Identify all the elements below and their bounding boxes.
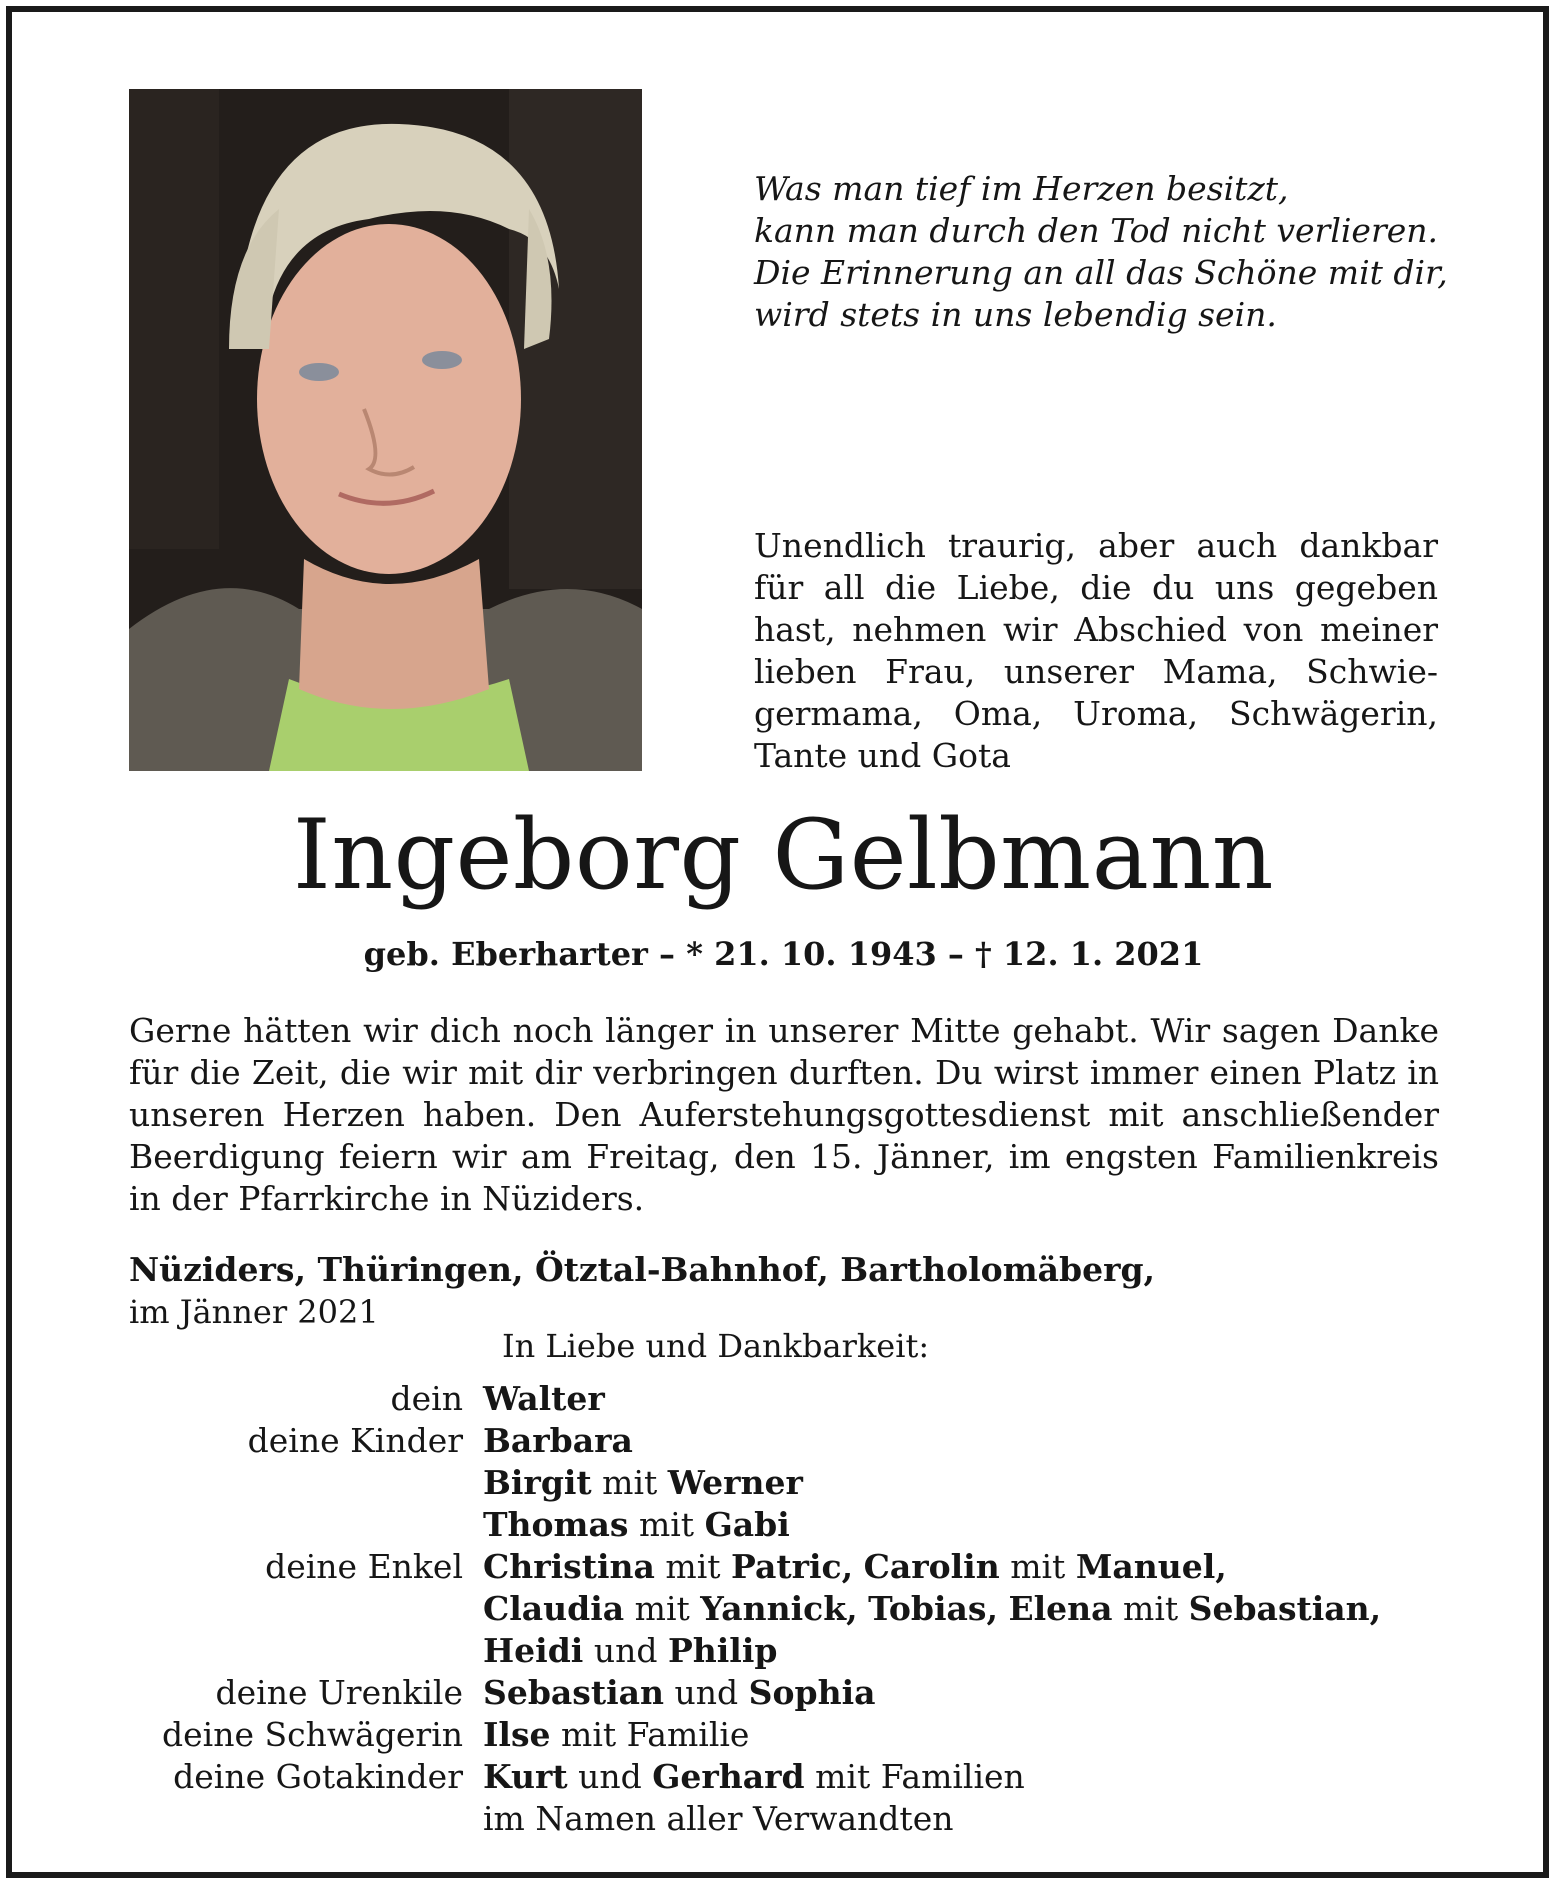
family-name: Tobias, <box>868 1589 998 1628</box>
family-name: Patric, <box>731 1547 854 1586</box>
family-name: Sophia <box>748 1673 876 1712</box>
family-name: Philip <box>667 1631 778 1670</box>
connector: mit <box>602 1463 658 1502</box>
connector: mit <box>1010 1547 1066 1586</box>
message-line: Gerne hätten wir dich noch länger in unserer Mitte gehabt. Wir sagen Danke <box>129 1011 1439 1050</box>
message-line: Beerdigung feiern wir am Freitag, den 15. Jänner, im engsten Familienkreis <box>129 1137 1439 1176</box>
portrait-photo <box>129 89 642 771</box>
family-row <box>120 1588 1381 1630</box>
connector: und <box>593 1631 658 1670</box>
intro-text <box>754 525 1438 777</box>
connector: mit <box>1123 1589 1179 1628</box>
family-name: Claudia <box>483 1589 625 1628</box>
intro-line: hast, nehmen wir Abschied von meiner <box>754 610 1438 649</box>
family-row <box>120 1630 1381 1672</box>
deceased-dates: geb. Eberharter – * 21. 10. 1943 – † 12. 1. 2021 <box>363 935 1204 973</box>
place-line: Nüziders, Thüringen, Ötztal-Bahnhof, Bartholomäberg, <box>129 1250 1156 1289</box>
connector: mit Familien <box>815 1757 1025 1796</box>
family-name: Sebastian, <box>1188 1589 1382 1628</box>
family-row <box>120 1546 1381 1588</box>
family-name: Walter <box>483 1379 605 1418</box>
connector: mit Familie <box>561 1715 750 1754</box>
poem-line: kann man durch den Tod nicht verlieren. <box>754 211 1439 250</box>
family-row <box>120 1462 1381 1504</box>
connector: mit <box>638 1505 695 1544</box>
family-row <box>120 1672 1381 1714</box>
family-name: Thomas <box>483 1505 629 1544</box>
poem <box>754 168 1454 336</box>
date-line: im Jänner 2021 <box>129 1293 379 1331</box>
deceased-name: Ingeborg Gelbmann <box>292 799 1275 911</box>
message-line: für die Zeit, die wir mit dir verbringen durften. Du wirst immer einen Platz in <box>129 1053 1439 1092</box>
family-name: Carolin <box>863 1547 1000 1586</box>
family-name: Barbara <box>483 1421 633 1460</box>
message-line: unseren Herzen haben. Den Auferstehungsgottesdienst mit anschließender <box>129 1095 1439 1134</box>
family-name: Gerhard <box>652 1757 805 1796</box>
family-list <box>120 1378 1381 1840</box>
family-name: Kurt <box>483 1757 568 1796</box>
relation-label: deine Kinder <box>247 1421 463 1460</box>
family-name: Werner <box>667 1463 803 1502</box>
family-row <box>120 1420 1381 1462</box>
connector: und <box>674 1673 739 1712</box>
connector: und <box>578 1757 642 1796</box>
family-name: Elena <box>1008 1589 1113 1628</box>
family-name: Gabi <box>704 1505 790 1544</box>
relation-label: dein <box>390 1379 463 1418</box>
dank-line: In Liebe und Dankbarkeit: <box>502 1327 930 1365</box>
family-row <box>120 1378 1381 1420</box>
connector: mit <box>634 1589 690 1628</box>
family-name: Manuel, <box>1075 1547 1227 1586</box>
intro-line: lieben Frau, unserer Mama, Schwie- <box>754 652 1438 691</box>
intro-line: Unendlich traurig, aber auch dankbar <box>754 526 1438 565</box>
closing-line: im Namen aller Verwandten <box>483 1799 954 1838</box>
relation-label: deine Schwägerin <box>162 1715 463 1754</box>
family-name: Ilse <box>483 1715 551 1754</box>
family-row <box>120 1714 1381 1756</box>
relation-label: deine Urenkile <box>215 1673 463 1712</box>
relation-label: deine Enkel <box>265 1547 463 1586</box>
poem-line: Was man tief im Herzen besitzt, <box>754 169 1289 208</box>
family-name: Sebastian <box>483 1673 665 1712</box>
family-row <box>120 1798 1381 1840</box>
family-name: Yannick, <box>700 1589 858 1628</box>
connector: mit <box>665 1547 721 1586</box>
family-row <box>120 1504 1381 1546</box>
relation-label: deine Gotakinder <box>173 1757 463 1796</box>
message-text <box>129 1010 1439 1220</box>
intro-line: Tante und Gota <box>754 736 1011 775</box>
family-name: Heidi <box>483 1631 584 1670</box>
poem-line: Die Erinnerung an all das Schöne mit dir, <box>754 253 1448 292</box>
message-line: in der Pfarrkirche in Nüziders. <box>129 1179 645 1218</box>
intro-line: für all die Liebe, die du uns gegeben <box>754 568 1438 607</box>
family-name: Birgit <box>483 1463 592 1502</box>
family-row <box>120 1756 1381 1798</box>
intro-line: germama, Oma, Uroma, Schwägerin, <box>754 694 1438 733</box>
family-name: Christina <box>483 1547 655 1586</box>
poem-line: wird stets in uns lebendig sein. <box>754 295 1277 334</box>
